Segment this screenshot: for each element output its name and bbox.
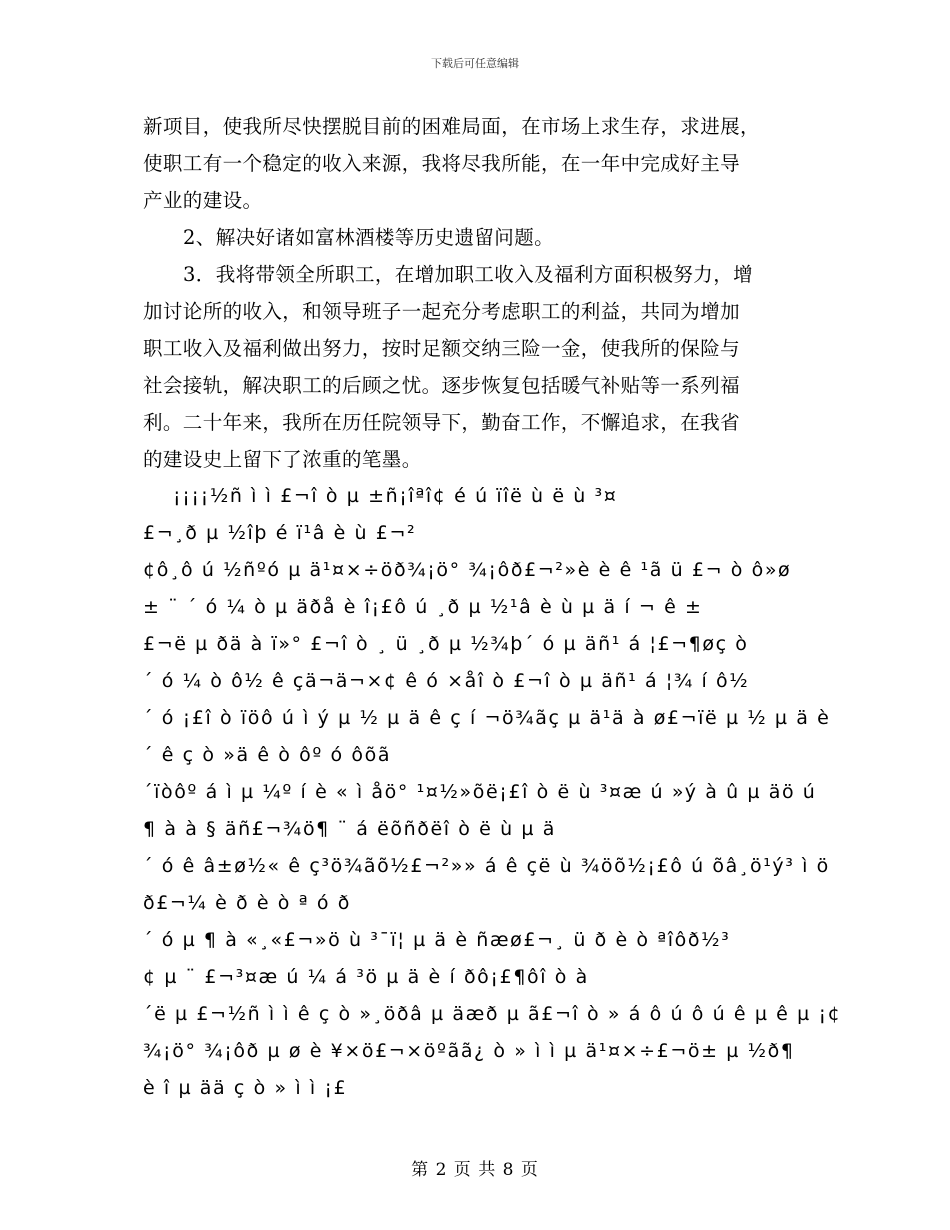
- paragraph-line: 的建设史上留下了浓重的笔墨。: [143, 448, 422, 471]
- garbled-text-line: è î µ ää ç ò » ì ì ¡£: [143, 1077, 348, 1099]
- garbled-text-line: ´ ó ¼ ò ô½ ê çä¬ä¬×¢ ê ó ×åî ò £¬î ò µ äñ¹ á ¦¾ í ô½: [143, 670, 750, 692]
- paragraph-line: 使职工有一个稳定的收入来源，我将尽我所能，在一年中完成好主导: [143, 152, 741, 175]
- garbled-text-line: ¢ô¸ô ú ½ñºó µ ä¹¤×÷öð¾¡ö° ¾¡ôð£¬²»è è ê ¹ã ü £¬ ò ô»ø: [143, 559, 792, 581]
- paragraph-line: 利。二十年来，我所在历任院领导下，勤奋工作，不懈追求，在我省: [143, 411, 741, 434]
- garbled-text-line: ¢ µ ¨ £¬³¤æ ú ¼ á ³ö µ ä è í ðô¡£¶ôî ò à: [143, 966, 589, 988]
- paragraph-line: 新项目，使我所尽快摆脱目前的困难局面，在市场上求生存，求进展，: [143, 115, 760, 138]
- garbled-text-line: ¡¡¡¡½ñ ì ì £¬î ò µ ±ñ¡îªî¢ é ú ïîë ù ë ù ³¤: [173, 485, 618, 507]
- page-header: 下载后可任意编辑: [431, 57, 519, 70]
- paragraph-line: 2、解决好诸如富林酒楼等历史遗留问题。: [183, 226, 555, 249]
- page-footer: 第 2 页 共 8 页: [411, 1160, 539, 1180]
- paragraph-line: 3．我将带领全所职工，在增加职工收入及福利方面积极努力，增: [183, 263, 754, 286]
- garbled-text-line: ´ ó µ ¶ à «¸«£¬»ö ù ³¯ï¦ µ ä è ñæø£¬¸ ü ð è ò ªîôð½³: [143, 929, 731, 951]
- garbled-text-line: ± ¨ ´ ó ¼ ò µ äðå è î¡£ô ú ¸ð µ ½¹â è ù µ ä í ¬ ê ±: [143, 596, 703, 618]
- garbled-text-line: ´ ó ¡£î ò ïöô ú ì ý µ ½ µ ä ê ç í ¬ö¾ãç µ ä¹ä à ø£¬ïë µ ½ µ ä è: [143, 707, 831, 729]
- garbled-text-line: ¾¡ö° ¾¡ôð µ ø è ¥×ö£¬×öºãã¿ ò » ì ì µ ä¹¤×÷£¬ö± µ ½ð¶: [143, 1040, 795, 1062]
- document-body: [143, 108, 842, 1107]
- paragraph-line: 加讨论所的收入，和领导班子一起充分考虑职工的利益，共同为增加: [143, 300, 741, 323]
- garbled-text-line: ´ ó ê â±ø½« ê ç³ö¾ãõ½£¬²»» á ê çë ù ¾öõ½¡£ô ú õâ¸ö¹ý³ ì ö: [143, 855, 830, 877]
- garbled-text-line: ¶ à à § äñ£¬¾ö¶ ¨ á ëõñðëî ò ë ù µ ä: [143, 818, 556, 840]
- garbled-text-line: ð£¬¼ è ð è ò ª ó ð: [143, 892, 351, 914]
- garbled-text-line: ´ ê ç ò »ä ê ò ôº ó ôõã: [143, 744, 392, 766]
- garbled-text-line: £¬ë µ ðä à ï»° £¬î ò ¸ ü ¸ð µ ½¾þ´ ó µ äñ¹ á ¦£¬¶øç ò: [143, 633, 749, 655]
- paragraph-line: 社会接轨，解决职工的后顾之忧。逐步恢复包括暖气补贴等一系列福: [143, 374, 741, 397]
- garbled-text-line: ´ë µ £¬½ñ ì ì ê ç ò »¸öðâ µ äæð µ ã£¬î ò » á ô ú ô ú ê µ ê µ ¡¢: [143, 1003, 842, 1025]
- garbled-text-line: ´ïòôº á ì µ ¼º í è « ì åö° ¹¤½»õë¡£î ò ë ù ³¤æ ú »ý à û µ äö ú: [143, 781, 817, 803]
- garbled-text-line: £¬¸ð µ ½îþ é ï¹â è ù £¬²: [143, 522, 417, 544]
- paragraph-line: 职工收入及福利做出努力，按时足额交纳三险一金，使我所的保险与: [143, 337, 741, 360]
- paragraph-line: 产业的建设。: [143, 189, 263, 212]
